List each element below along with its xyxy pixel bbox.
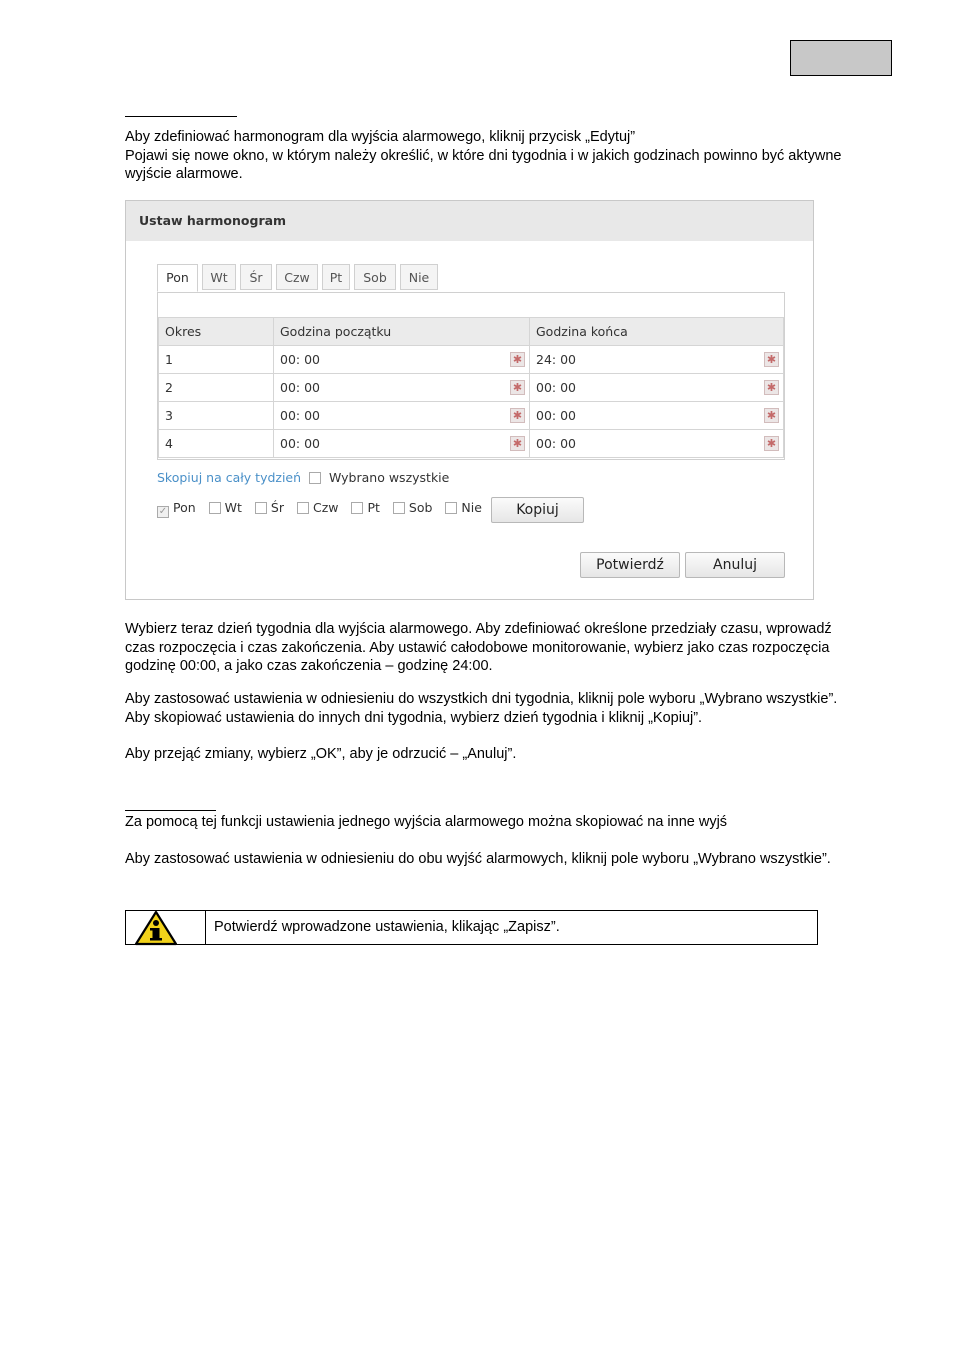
tab-wt[interactable]: Wt [202,264,236,290]
schedule-dialog [125,200,814,600]
info-note-text: Potwierdź wprowadzone ustawienia, klikając „Zapisz”. [214,919,560,935]
cancel-button[interactable]: Anuluj [685,552,785,578]
day-label: Śr [270,500,284,515]
clock-icon[interactable]: ✱ [510,352,525,367]
end-time-input[interactable]: 00: 00 ✱ [530,430,784,458]
column-header-start: Godzina początku [274,318,530,346]
end-time-input[interactable]: 00: 00 ✱ [530,374,784,402]
start-time-input[interactable]: 00: 00 ✱ [274,402,530,430]
checkbox-pt[interactable] [351,502,363,514]
intro-line-2: Pojawi się nowe okno, w którym należy określić, w które dni tygodnia i w jakich godzinach powinno być aktywne wyjście alarmowe. [125,147,842,182]
period-cell: 3 [159,402,274,430]
tab-nie[interactable]: Nie [400,264,438,290]
select-all-label: Wybrano wszystkie [329,470,450,485]
column-header-end: Godzina końca [530,318,784,346]
paragraph-accept: Aby przejąć zmiany, wybierz „OK”, aby je odrzucić – „Anuluj”. [125,746,517,762]
checkbox-pon[interactable]: ✓ [158,506,168,517]
table-row [159,402,784,430]
day-label: Sob [408,500,433,515]
header-gray-box [790,40,892,76]
confirm-button[interactable]: Potwierdź [580,552,680,578]
paragraph-select-day: Wybierz teraz dzień tygodnia dla wyjścia alarmowego. Aby zdefiniować określone przedziały czasu, wprowadź czas rozpoczęcia i czas zakończenia. Aby ustawić całodobowe monitorowanie, wybierz jako czas rozpoczęcia godzinę 00:00, a jako czas zakończenia – godzinę 24:00. [125,621,832,674]
day-checkbox-row [157,500,487,518]
checkbox-wt[interactable] [209,502,221,514]
tab-sr[interactable]: Śr [240,264,272,290]
checkbox-sob[interactable] [393,502,405,514]
info-icon-cell [126,911,206,944]
info-note-box [125,910,818,945]
schedule-table [158,317,784,458]
clock-icon[interactable]: ✱ [764,408,779,423]
period-cell: 1 [159,346,274,374]
tab-pt[interactable]: Pt [322,264,350,290]
section-heading-rule [125,116,237,117]
intro-line-1: Aby zdefiniować harmonogram dla wyjścia alarmowego, kliknij przycisk „Edytuj” [125,129,636,145]
tab-czw[interactable]: Czw [276,264,318,290]
tab-sob[interactable]: Sob [354,264,396,290]
checkbox-czw[interactable] [297,502,309,514]
paragraph-select-all: Aby zastosować ustawienia w odniesieniu do wszystkich dni tygodnia, kliknij pole wyboru „Wybrano wszystkie”. Aby skopiować ustawienia do innych dni tygodnia, wybierz dzień tygodnia i kliknij „Kopiuj”. [125,691,838,726]
intro-paragraph [125,128,860,184]
day-label: Wt [224,500,242,515]
end-time-input[interactable]: 00: 00 ✱ [530,402,784,430]
clock-icon[interactable]: ✱ [764,380,779,395]
table-header-row [159,318,784,346]
paragraph-both-outputs: Aby zastosować ustawienia w odniesieniu do obu wyjść alarmowych, kliknij pole wyboru „Wybrano wszystkie”. [125,851,831,867]
dialog-title: Ustaw harmonogram [126,201,813,241]
start-time-input[interactable]: 00: 00 ✱ [274,346,530,374]
table-row [159,430,784,458]
start-time-input[interactable]: 00: 00 ✱ [274,374,530,402]
day-label: Pon [173,500,196,515]
copy-week-row [157,470,449,485]
tab-pon[interactable]: Pon [157,264,198,292]
clock-icon[interactable]: ✱ [510,380,525,395]
section-heading-rule [125,810,216,811]
paragraph-copy-function: Za pomocą tej funkcji ustawienia jednego wyjścia alarmowego można skopiować na inne wyjś [125,814,728,830]
day-label: Pt [367,500,380,515]
day-label: Nie [461,500,482,515]
copy-whole-week-link[interactable]: Skopiuj na cały tydzień [157,470,302,485]
clock-icon[interactable]: ✱ [764,436,779,451]
table-row [159,374,784,402]
clock-icon[interactable]: ✱ [510,408,525,423]
checkbox-nie[interactable] [445,502,457,514]
clock-icon[interactable]: ✱ [510,436,525,451]
period-cell: 4 [159,430,274,458]
end-time-input[interactable]: 24: 00 ✱ [530,346,784,374]
warning-info-icon [134,910,178,946]
select-all-checkbox[interactable] [309,472,321,484]
clock-icon[interactable]: ✱ [764,352,779,367]
start-time-input[interactable]: 00: 00 ✱ [274,430,530,458]
day-label: Czw [312,500,339,515]
column-header-period: Okres [159,318,274,346]
checkbox-sr[interactable] [255,502,267,514]
copy-button[interactable]: Kopiuj [491,497,584,523]
period-cell: 2 [159,374,274,402]
table-row [159,346,784,374]
